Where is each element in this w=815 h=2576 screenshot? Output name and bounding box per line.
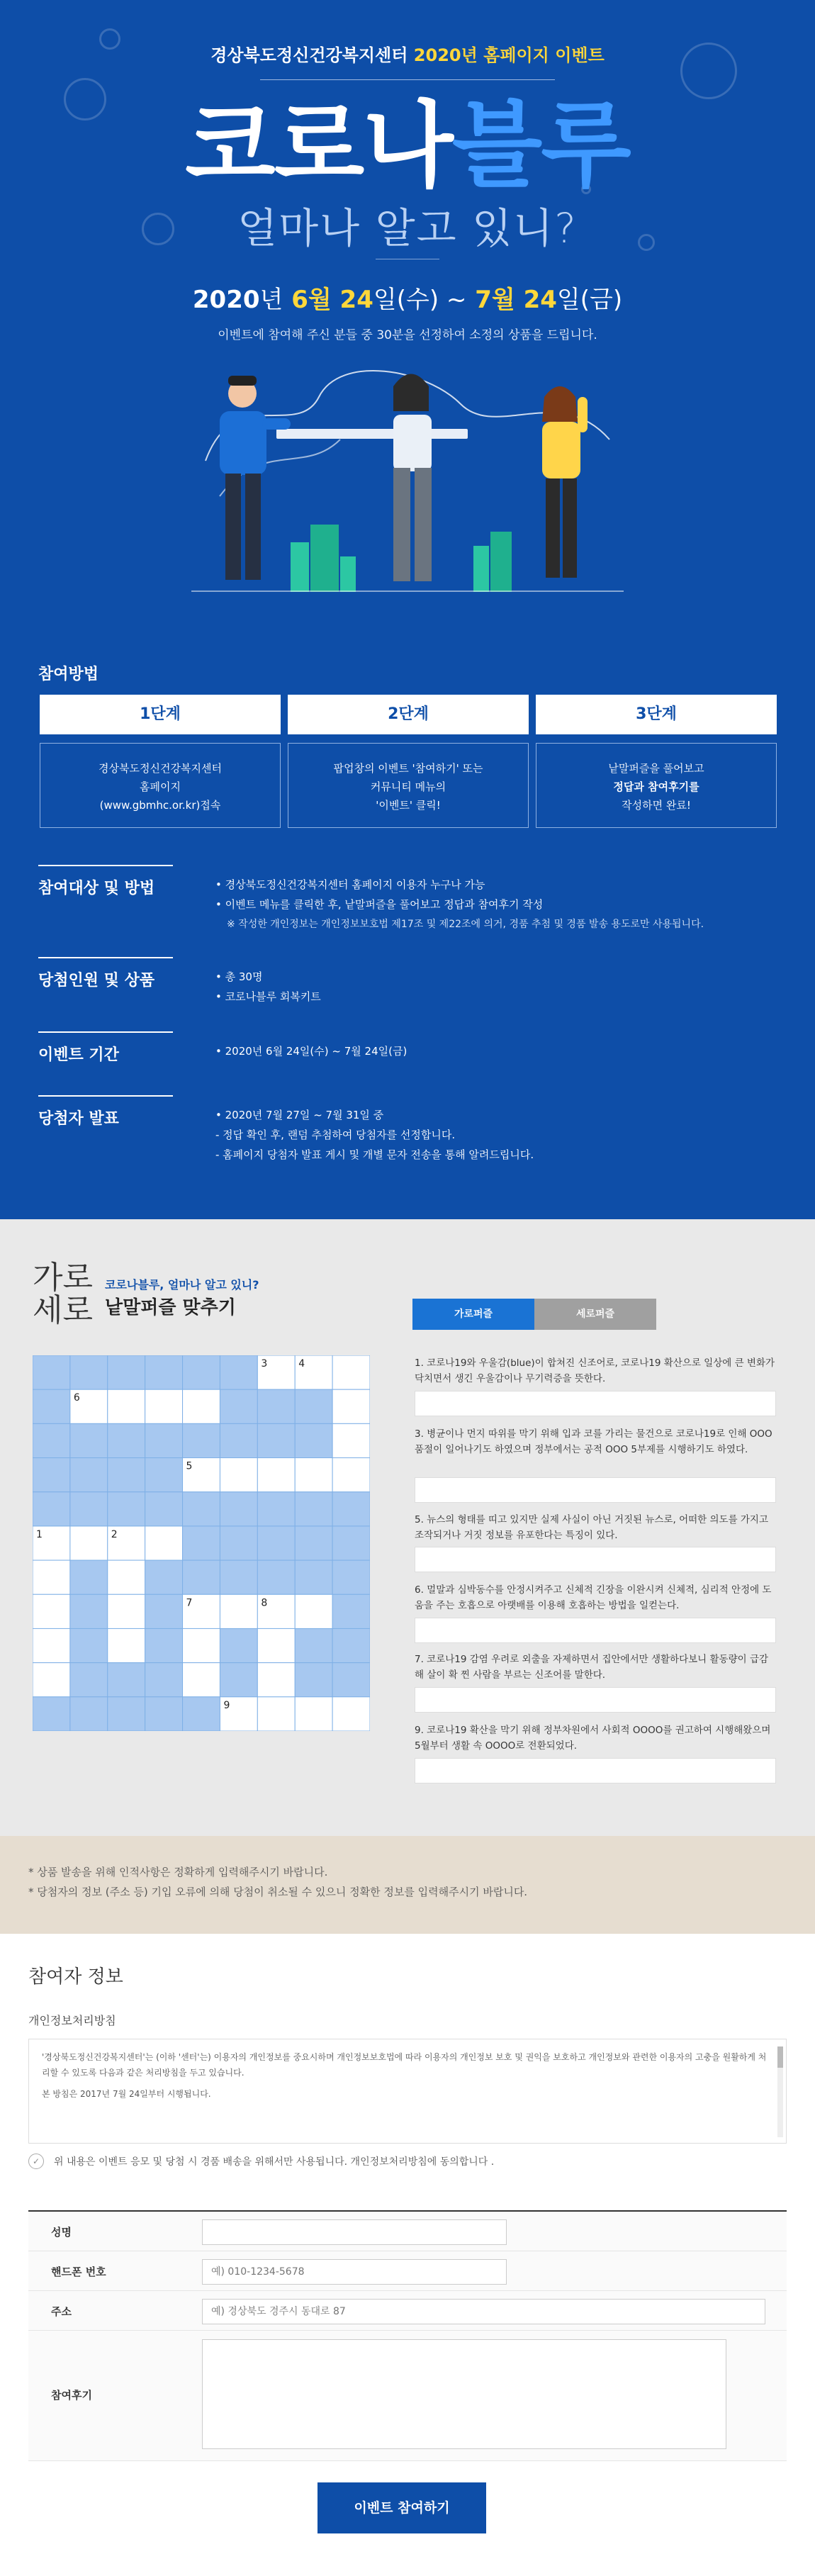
- grid-cell-blocked: [220, 1492, 257, 1526]
- grid-number: 4: [298, 1358, 305, 1370]
- grid-cell-blocked: [33, 1355, 70, 1389]
- grid-cell-blocked: [220, 1628, 257, 1662]
- info-item: - 홈페이지 당첨자 발표 게시 및 개별 문자 전송을 통해 알려드립니다.: [215, 1148, 534, 1161]
- hero-kicker: 경상북도정신건강복지센터 2020년 홈페이지 이벤트: [210, 45, 605, 65]
- puzzle-big-label: 가로 세로: [33, 1260, 94, 1328]
- policy-date: 본 방침은 2017년 7월 24일부터 시행됩니다.: [42, 2089, 211, 2099]
- grid-cell-open[interactable]: [108, 1560, 145, 1594]
- info-item: • 2020년 7월 27일 ~ 7월 31일 중: [215, 1109, 384, 1121]
- question-text: 7. 코로나19 감염 우려로 외출을 자제하면서 집안에서만 생활하다보니 활동량이 급감해 살이 확 찐 사람을 부르는 신조어를 말한다.: [415, 1654, 769, 1681]
- answer-input[interactable]: [415, 1687, 776, 1713]
- grid-cell-open[interactable]: [295, 1594, 332, 1628]
- grid-cell-blocked: [33, 1458, 70, 1492]
- puzzle-kicker: 코로나블루, 얼마나 알고 있니?: [105, 1278, 259, 1292]
- step-body: 팝업창의 이벤트 '참여하기' 또는 커뮤니티 메뉴의 '이벤트' 클릭!: [288, 743, 529, 828]
- info-item: • 경상북도정신건강복지센터 홈페이지 이용자 누구나 가능: [215, 878, 485, 891]
- grid-cell-blocked: [108, 1492, 145, 1526]
- participant-form: [0, 1934, 815, 2576]
- scrollbar[interactable]: [777, 2046, 783, 2137]
- info-label: 이벤트 기간: [38, 1031, 173, 1065]
- info-item: • 이벤트 메뉴를 클릭한 후, 낱말퍼즐을 풀어보고 정답과 참여후기 작성: [215, 898, 544, 911]
- grid-cell-blocked: [257, 1492, 295, 1526]
- field-label: 참여후기: [51, 2389, 92, 2402]
- answer-input[interactable]: [415, 1618, 776, 1643]
- grid-cell-blocked: [145, 1458, 183, 1492]
- grid-number: 6: [73, 1392, 80, 1404]
- info-item: • 2020년 6월 24일(수) ~ 7월 24일(금): [215, 1045, 408, 1058]
- grid-cell-blocked: [257, 1560, 295, 1594]
- grid-cell-blocked: [183, 1423, 220, 1457]
- grid-cell-blocked: [295, 1492, 332, 1526]
- grid-number: 9: [223, 1699, 230, 1711]
- grid-cell-blocked: [220, 1355, 257, 1389]
- question-text: 5. 뉴스의 형태를 띠고 있지만 실제 사실이 아닌 거짓된 뉴스로, 어떠한 의도를 가지고 조작되거나 거짓 정보를 유포한다는 특징이 있다.: [415, 1514, 769, 1541]
- privacy-policy-box[interactable]: [28, 2039, 787, 2144]
- grid-cell-blocked: [220, 1663, 257, 1697]
- puzzle-section: [0, 1219, 815, 1836]
- grid-cell-open[interactable]: [108, 1594, 145, 1628]
- step-3: [536, 695, 777, 828]
- grid-cell-open[interactable]: [332, 1355, 370, 1389]
- grid-number: 1: [36, 1528, 43, 1540]
- field-label: 핸드폰 번호: [51, 2266, 106, 2278]
- grid-cell-blocked: [70, 1628, 108, 1662]
- question-text: 3. 병균이나 먼지 따위를 막기 위해 입과 코를 가리는 물건으로 코로나19로 인해 OOO품절이 일어나기도 하였으며 정부에서는 공적 OOO 5부제를 시행하기도 하였다.: [415, 1428, 772, 1455]
- grid-cell-blocked: [220, 1389, 257, 1423]
- agree-checkbox[interactable]: ✓: [28, 2154, 44, 2169]
- crossword-grid: [33, 1355, 370, 1731]
- grid-cell-blocked: [70, 1560, 108, 1594]
- info-label: 당첨자 발표: [38, 1095, 173, 1129]
- grid-cell-blocked: [183, 1697, 220, 1731]
- hero-description: 이벤트에 참여해 주신 분들 중 30분을 선정하여 소정의 상품을 드립니다.: [218, 328, 597, 342]
- grid-cell-open[interactable]: [332, 1458, 370, 1492]
- grid-cell-blocked: [257, 1389, 295, 1423]
- grid-cell-blocked: [145, 1594, 183, 1628]
- info-item: • 총 30명: [215, 970, 263, 983]
- answer-input[interactable]: [415, 1758, 776, 1783]
- info-note: ※ 작성한 개인정보는 개인정보보호법 제17조 및 제22조에 의거, 경품 추첨 및 경품 발송 용도로만 사용됩니다.: [227, 919, 704, 930]
- grid-cell-open[interactable]: [257, 1697, 295, 1731]
- tab-down[interactable]: 세로퍼즐: [534, 1299, 656, 1330]
- grid-cell-blocked: [145, 1423, 183, 1457]
- grid-cell-blocked: [108, 1697, 145, 1731]
- step-head: 1단계: [40, 695, 281, 734]
- grid-cell-open[interactable]: [257, 1628, 295, 1662]
- grid-cell-blocked: [332, 1560, 370, 1594]
- grid-cell-blocked: [145, 1663, 183, 1697]
- grid-cell-blocked: [145, 1492, 183, 1526]
- grid-cell-blocked: [145, 1355, 183, 1389]
- grid-cell-open[interactable]: [257, 1458, 295, 1492]
- grid-cell-blocked: [145, 1697, 183, 1731]
- grid-cell-open[interactable]: [257, 1663, 295, 1697]
- step-body: 낱말퍼즐을 풀어보고 정답과 참여후기를 작성하면 완료!: [536, 743, 777, 828]
- info-announce: [38, 1095, 782, 1166]
- form-row-review: [28, 2331, 787, 2461]
- puzzle-title: 낱말퍼즐 맞추기: [105, 1297, 236, 1318]
- answer-input[interactable]: [415, 1547, 776, 1572]
- grid-cell-open[interactable]: [183, 1628, 220, 1662]
- grid-cell-open[interactable]: [108, 1389, 145, 1423]
- form-table: [28, 2210, 787, 2402]
- grid-number: 8: [261, 1597, 268, 1609]
- grid-cell-blocked: [70, 1492, 108, 1526]
- grid-cell-blocked: [183, 1492, 220, 1526]
- tab-across[interactable]: 가로퍼즐: [412, 1299, 534, 1330]
- step-head: 2단계: [288, 695, 529, 734]
- grid-cell-open[interactable]: [108, 1628, 145, 1662]
- step-1: [40, 695, 281, 828]
- info-label: 당첨인원 및 상품: [38, 957, 173, 990]
- grid-cell-blocked: [145, 1628, 183, 1662]
- question-text: 1. 코로나19와 우울감(blue)이 합쳐진 신조어로, 코로나19 확산으로 일상에 큰 변화가 닥치면서 생긴 우울감이나 무기력증을 뜻한다.: [415, 1357, 775, 1384]
- phone-field[interactable]: [202, 2259, 507, 2285]
- grid-cell-blocked: [220, 1423, 257, 1457]
- notice-text: * 당첨자의 정보 (주소 등) 기입 오류에 의해 당첨이 취소될 수 있으니 정확한 정보를 입력해주시기 바랍니다.: [28, 1886, 528, 1898]
- hero-section: [0, 0, 815, 617]
- grid-cell-blocked: [33, 1492, 70, 1526]
- grid-cell-open[interactable]: [295, 1697, 332, 1731]
- grid-cell-blocked: [332, 1526, 370, 1560]
- grid-cell-blocked: [295, 1423, 332, 1457]
- grid-cell-open[interactable]: [332, 1423, 370, 1457]
- howto-section: [0, 617, 815, 1219]
- field-label: 주소: [51, 2305, 72, 2318]
- review-textarea[interactable]: [202, 2339, 726, 2449]
- agree-row: [28, 2154, 494, 2169]
- grid-cell-open[interactable]: [33, 1560, 70, 1594]
- grid-cell-blocked: [70, 1663, 108, 1697]
- notice-text: * 상품 발송을 위해 인적사항은 정확하게 입력해주시기 바랍니다.: [28, 1866, 328, 1878]
- grid-cell-blocked: [257, 1423, 295, 1457]
- grid-cell-open[interactable]: [183, 1663, 220, 1697]
- people-illustration: [191, 354, 624, 595]
- grid-cell-blocked: [70, 1697, 108, 1731]
- info-period: [38, 1031, 782, 1074]
- grid-number: 2: [111, 1528, 118, 1540]
- grid-cell-open[interactable]: [33, 1594, 70, 1628]
- agree-text: 위 내용은 이벤트 응모 및 당첨 시 경품 배송을 위해서만 사용됩니다. 개인정보처리방침에 동의합니다 .: [54, 2156, 495, 2168]
- name-field[interactable]: [202, 2219, 507, 2245]
- hero-subtitle: 얼마나 알고 있니?: [237, 204, 578, 252]
- grid-cell-blocked: [295, 1389, 332, 1423]
- field-label: 성명: [51, 2226, 72, 2239]
- grid-cell-blocked: [70, 1458, 108, 1492]
- grid-cell-blocked: [33, 1697, 70, 1731]
- grid-cell-blocked: [145, 1560, 183, 1594]
- grid-cell-open[interactable]: [220, 1594, 257, 1628]
- grid-cell-blocked: [220, 1560, 257, 1594]
- form-title: 참여자 정보: [28, 1966, 123, 1988]
- form-row-name: [28, 2212, 787, 2251]
- grid-cell-blocked: [332, 1663, 370, 1697]
- grid-cell-open[interactable]: [145, 1526, 183, 1560]
- notice-section: [0, 1836, 815, 1934]
- answer-input[interactable]: [415, 1477, 776, 1503]
- form-row-address: [28, 2291, 787, 2331]
- info-label: 참여대상 및 방법: [38, 865, 173, 898]
- grid-cell-open[interactable]: [183, 1389, 220, 1423]
- step-head: 3단계: [536, 695, 777, 734]
- grid-cell-blocked: [295, 1526, 332, 1560]
- answer-input[interactable]: [415, 1391, 776, 1416]
- grid-cell-blocked: [183, 1526, 220, 1560]
- grid-cell-blocked: [70, 1423, 108, 1457]
- question-text: 9. 코로나19 확산을 막기 위해 정부차원에서 사회적 OOOO를 권고하여 시행해왔으며 5월부터 생활 속 OOOO로 전환되었다.: [415, 1725, 771, 1752]
- grid-cell-blocked: [108, 1663, 145, 1697]
- grid-cell-blocked: [183, 1560, 220, 1594]
- info-item: • 코로나블루 회복키트: [215, 990, 321, 1003]
- grid-cell-blocked: [108, 1458, 145, 1492]
- section-heading: 참여방법: [38, 666, 99, 683]
- grid-cell-blocked: [257, 1526, 295, 1560]
- grid-cell-blocked: [33, 1423, 70, 1457]
- grid-cell-blocked: [295, 1628, 332, 1662]
- grid-cell-open[interactable]: [145, 1389, 183, 1423]
- grid-cell-blocked: [108, 1423, 145, 1457]
- hero-title: 코로나블루: [185, 91, 630, 201]
- policy-text: '경상북도정신건강복지센터'는 (이하 '센터'는) 이용자의 개인정보를 중요시하며 개인정보보호법에 따라 이용자의 개인정보 보호 및 권익을 보호하고 개인정보와 관련한 이용자의 고충을 원활하게 처리할 수 있도록 다음과 같은 처리방침을 두고 있습니다.: [42, 2052, 767, 2078]
- policy-label: 개인정보처리방침: [28, 2014, 116, 2027]
- grid-cell-open[interactable]: [33, 1663, 70, 1697]
- grid-cell-blocked: [295, 1663, 332, 1697]
- puzzle-tabs: [412, 1299, 656, 1330]
- info-prizes: [38, 957, 782, 1021]
- grid-cell-open[interactable]: [332, 1697, 370, 1731]
- step-2: [288, 695, 529, 828]
- submit-button[interactable]: 이벤트 참여하기: [317, 2482, 486, 2533]
- grid-cell-blocked: [70, 1355, 108, 1389]
- address-field[interactable]: [202, 2299, 765, 2324]
- grid-number: 7: [186, 1597, 193, 1609]
- grid-cell-blocked: [332, 1492, 370, 1526]
- grid-number: 3: [261, 1358, 268, 1370]
- grid-cell-open[interactable]: [70, 1526, 108, 1560]
- divider: [260, 79, 555, 80]
- grid-cell-open[interactable]: [220, 1458, 257, 1492]
- grid-cell-blocked: [220, 1526, 257, 1560]
- grid-cell-blocked: [183, 1355, 220, 1389]
- grid-number: 5: [186, 1460, 193, 1472]
- grid-cell-blocked: [70, 1594, 108, 1628]
- grid-cell-open[interactable]: [295, 1458, 332, 1492]
- grid-cell-blocked: [332, 1594, 370, 1628]
- info-item: - 정답 확인 후, 랜덤 추첨하여 당첨자를 선정합니다.: [215, 1129, 456, 1141]
- grid-cell-blocked: [295, 1560, 332, 1594]
- grid-cell-blocked: [332, 1628, 370, 1662]
- form-row-phone: [28, 2251, 787, 2291]
- grid-cell-open[interactable]: [33, 1628, 70, 1662]
- step-body: 경상북도정신건강복지센터 홈페이지 (www.gbmhc.or.kr)접속: [40, 743, 281, 828]
- grid-cell-blocked: [108, 1355, 145, 1389]
- event-date: 2020년 6월 24일(수) ~ 7월 24일(금): [192, 286, 623, 314]
- grid-cell-open[interactable]: [332, 1389, 370, 1423]
- grid-cell-blocked: [33, 1389, 70, 1423]
- question-text: 6. 멀말과 심박동수를 안정시켜주고 신체적 긴장을 이완시켜 신체적, 심리적 안정에 도움을 주는 호흡으로 아랫배를 이용해 호흡하는 방법을 일컫는다.: [415, 1584, 772, 1611]
- info-target: [38, 865, 782, 943]
